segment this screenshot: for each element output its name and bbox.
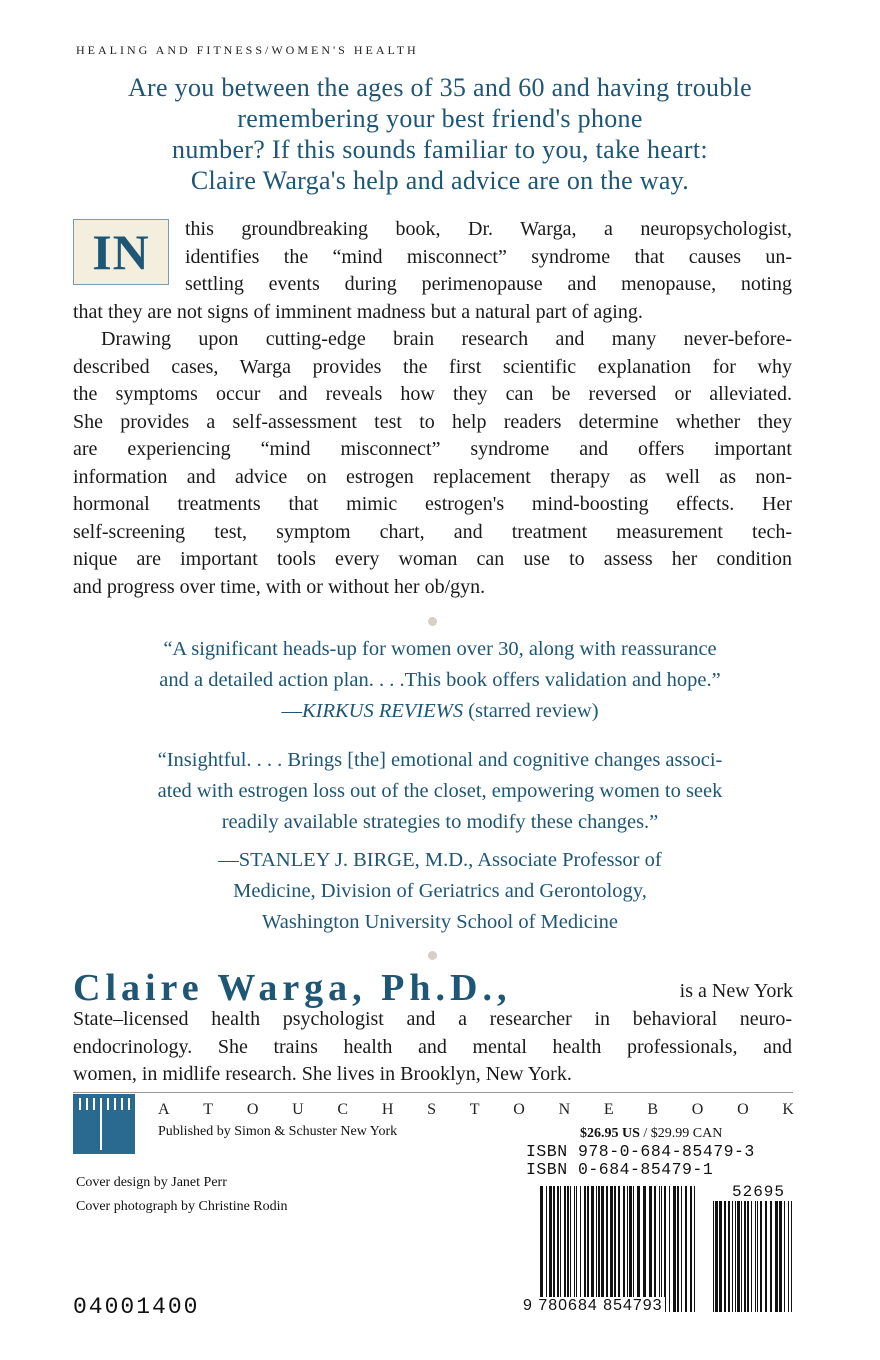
headline (60, 72, 820, 196)
barcode-bar (540, 1186, 543, 1312)
barcode-bar (576, 1186, 577, 1312)
quote-line: and a detailed action plan. . . .This book offers validation and hope.” (159, 669, 721, 691)
body-line: She provides a self-assessment test to help readers determine whether they (73, 410, 792, 433)
barcode-bar (741, 1201, 742, 1312)
imprint-letter: S (427, 1101, 437, 1118)
barcode-bar (560, 1186, 561, 1312)
review-quote-kirkus (50, 634, 830, 727)
barcode-bar (570, 1186, 571, 1312)
barcode-bar (765, 1201, 767, 1312)
barcode-bar (784, 1201, 785, 1312)
cover-design-credit: Cover design by Janet Perr (76, 1175, 227, 1190)
barcode-bar (601, 1186, 604, 1312)
barcode-bar (587, 1186, 589, 1312)
barcode-bar (775, 1201, 778, 1312)
imprint-letter: B (647, 1101, 659, 1118)
price-can: / $29.99 CAN (643, 1126, 723, 1141)
barcode-bar (574, 1186, 575, 1312)
barcode-bar (637, 1186, 640, 1312)
body-line: settling events during perimenopause and menopause, noting (185, 273, 792, 295)
barcode-bar (681, 1186, 682, 1312)
imprint-letter: U (292, 1101, 304, 1118)
barcode-bar (677, 1186, 679, 1312)
barcode-bar (553, 1186, 555, 1312)
attribution-line: —STANLEY J. BIRGE, M.D., Associate Professor of (218, 849, 662, 871)
attribution-source: KIRKUS REVIEWS (301, 700, 464, 722)
body-paragraph-main (73, 299, 792, 602)
quote-line: “A significant heads-up for women over 30, along with reassurance (163, 638, 717, 660)
body-line: hormonal treatments that mimic estrogen's mind-boosting effects. Her (73, 493, 792, 515)
barcode-bar (610, 1186, 613, 1312)
bottom-code: 04001400 (73, 1294, 200, 1320)
imprint-letter: H (381, 1101, 394, 1118)
barcode-bar (673, 1186, 676, 1312)
barcode-bar (618, 1186, 620, 1312)
barcode-bar (728, 1201, 730, 1312)
barcode-bar (629, 1186, 632, 1312)
bio-line: endocrinology. She trains health and mental health professionals, and (73, 1035, 792, 1058)
barcode-bar (751, 1201, 752, 1312)
imprint-letter: N (558, 1101, 571, 1118)
imprint-series (158, 1101, 794, 1119)
barcode-bar (623, 1186, 625, 1312)
attribution-note: (starred review) (468, 700, 599, 722)
barcode-bar (713, 1201, 714, 1312)
barcode-bar (760, 1201, 762, 1312)
quote-attribution (50, 696, 830, 727)
body-line: nique are important tools every woman can use to assess her condition (73, 548, 792, 570)
barcode-bar (627, 1186, 628, 1312)
publisher-logo-icon (73, 1094, 135, 1154)
barcode-bar (557, 1186, 559, 1312)
barcode-bar (596, 1186, 597, 1312)
barcode-bar (744, 1201, 746, 1312)
attribution-line: Washington University School of Medicine (262, 911, 618, 933)
barcode-bar (567, 1186, 569, 1312)
author-bio (73, 1006, 792, 1089)
body-line: described cases, Warga provides the first scientific explanation for why (73, 355, 792, 378)
imprint-letter: O (691, 1101, 704, 1118)
body-line: self-screening test, symptom chart, and treatment measurement tech- (73, 520, 792, 543)
price-us: $26.95 US (580, 1126, 640, 1141)
body-paragraph-1-top (185, 216, 792, 299)
imprint-letter: T (203, 1101, 214, 1118)
section-bullet (428, 951, 437, 960)
author-bio-first (628, 978, 793, 1006)
barcode-bar (546, 1186, 547, 1312)
barcode-bar (724, 1201, 726, 1312)
attribution-dash: — (281, 700, 302, 722)
barcode-bar (549, 1186, 552, 1312)
attribution-line: Medicine, Division of Geriatrics and Gerontology, (233, 880, 647, 902)
barcode-bar (757, 1201, 758, 1312)
imprint-letter: O (737, 1101, 749, 1118)
headline-line: remembering your best friend's phone (237, 104, 643, 133)
category-label: HEALING AND FITNESS/WOMEN'S HEALTH (76, 43, 419, 57)
headline-line: number? If this sounds familiar to you, take heart: (172, 135, 708, 164)
barcode-bar (614, 1186, 616, 1312)
body-line: that they are not signs of imminent madness but a natural part of aging. (73, 300, 643, 323)
isbn-10: ISBN 0-684-85479-1 (526, 1160, 714, 1179)
body-line: Drawing upon cutting-edge brain research and many never-before- (101, 328, 792, 350)
barcode-bar (788, 1201, 789, 1312)
barcode-bar (606, 1186, 608, 1312)
barcode-bar (732, 1201, 733, 1312)
barcode-bar (779, 1201, 782, 1312)
isbn-13: ISBN 978-0-684-85479-3 (526, 1142, 755, 1161)
divider (73, 1092, 793, 1093)
imprint-letter: O (513, 1101, 525, 1118)
barcode-bar (737, 1201, 740, 1312)
barcode-bar (747, 1201, 749, 1312)
body-line: identifies the “mind misconnect” syndrome that causes un- (185, 245, 792, 268)
imprint-letter: K (782, 1101, 794, 1118)
section-bullet (428, 617, 437, 626)
imprint-letter: A (158, 1101, 170, 1118)
barcode-bar (649, 1186, 652, 1312)
barcode-bar (669, 1186, 670, 1312)
imprint-letter: C (337, 1101, 349, 1118)
barcode-bar (715, 1201, 718, 1312)
barcode-main (540, 1186, 700, 1312)
headline-line: Claire Warga's help and advice are on the way. (190, 166, 690, 195)
barcode-bar (591, 1186, 594, 1312)
barcode-bar (719, 1201, 722, 1312)
publisher-line: Published by Simon & Schuster New York (158, 1124, 398, 1139)
barcode-bar (584, 1186, 586, 1312)
quote-line: readily available strategies to modify these changes.” (221, 811, 659, 833)
barcode-bar (661, 1186, 662, 1312)
barcode-bar (694, 1186, 695, 1312)
drop-cap: IN (73, 219, 169, 285)
barcode-bar (633, 1186, 634, 1312)
body-line: are experiencing “mind misconnect” syndrome and offers important (73, 438, 792, 460)
barcode-bar (643, 1186, 646, 1312)
barcode-bar (685, 1186, 687, 1312)
barcode-addon (713, 1201, 795, 1312)
review-quote-birge (50, 745, 830, 838)
imprint-letter: E (603, 1101, 614, 1118)
quote-line: “Insightful. . . . Brings [the] emotional and cognitive changes associ- (157, 749, 723, 771)
barcode-addon-digits: 52695 (732, 1183, 786, 1201)
barcode-bar (598, 1186, 600, 1312)
bio-line: women, in midlife research. She lives in Brooklyn, New York. (73, 1063, 572, 1085)
barcode-bar (564, 1186, 566, 1312)
bio-line: is a New York (679, 980, 793, 1002)
barcode-bar (791, 1201, 792, 1312)
body-line: this groundbreaking book, Dr. Warga, a neuropsychologist, (185, 218, 792, 240)
barcode-bar (580, 1186, 581, 1312)
barcode-bar (654, 1186, 656, 1312)
headline-line: Are you between the ages of 35 and 60 and having trouble (127, 73, 752, 102)
barcode-bar (770, 1201, 772, 1312)
barcode-digits: 9 780684 854793 (523, 1297, 663, 1314)
body-line: and progress over time, with or without her ob/gyn. (73, 575, 486, 598)
imprint-letter: O (246, 1101, 259, 1118)
body-line: information and advice on estrogen replacement therapy as well as non- (73, 465, 792, 488)
barcode-bar (664, 1186, 666, 1312)
birge-attribution (50, 845, 830, 938)
bio-line: State–licensed health psychologist and a researcher in behavioral neuro- (73, 1008, 792, 1030)
quote-line: ated with estrogen loss out of the closet, empowering women to seek (157, 780, 723, 802)
cover-photo-credit: Cover photograph by Christine Rodin (76, 1199, 288, 1214)
barcode-bar (690, 1186, 692, 1312)
imprint-letter: T (469, 1101, 480, 1118)
body-line: the symptoms occur and reveals how they can be reversed or alleviated. (73, 383, 792, 405)
barcode-bar (755, 1201, 756, 1312)
author-name: Claire Warga, Ph.D., (73, 967, 512, 1009)
price (580, 1126, 722, 1142)
barcode-bar (735, 1201, 736, 1312)
barcode-bar (659, 1186, 660, 1312)
